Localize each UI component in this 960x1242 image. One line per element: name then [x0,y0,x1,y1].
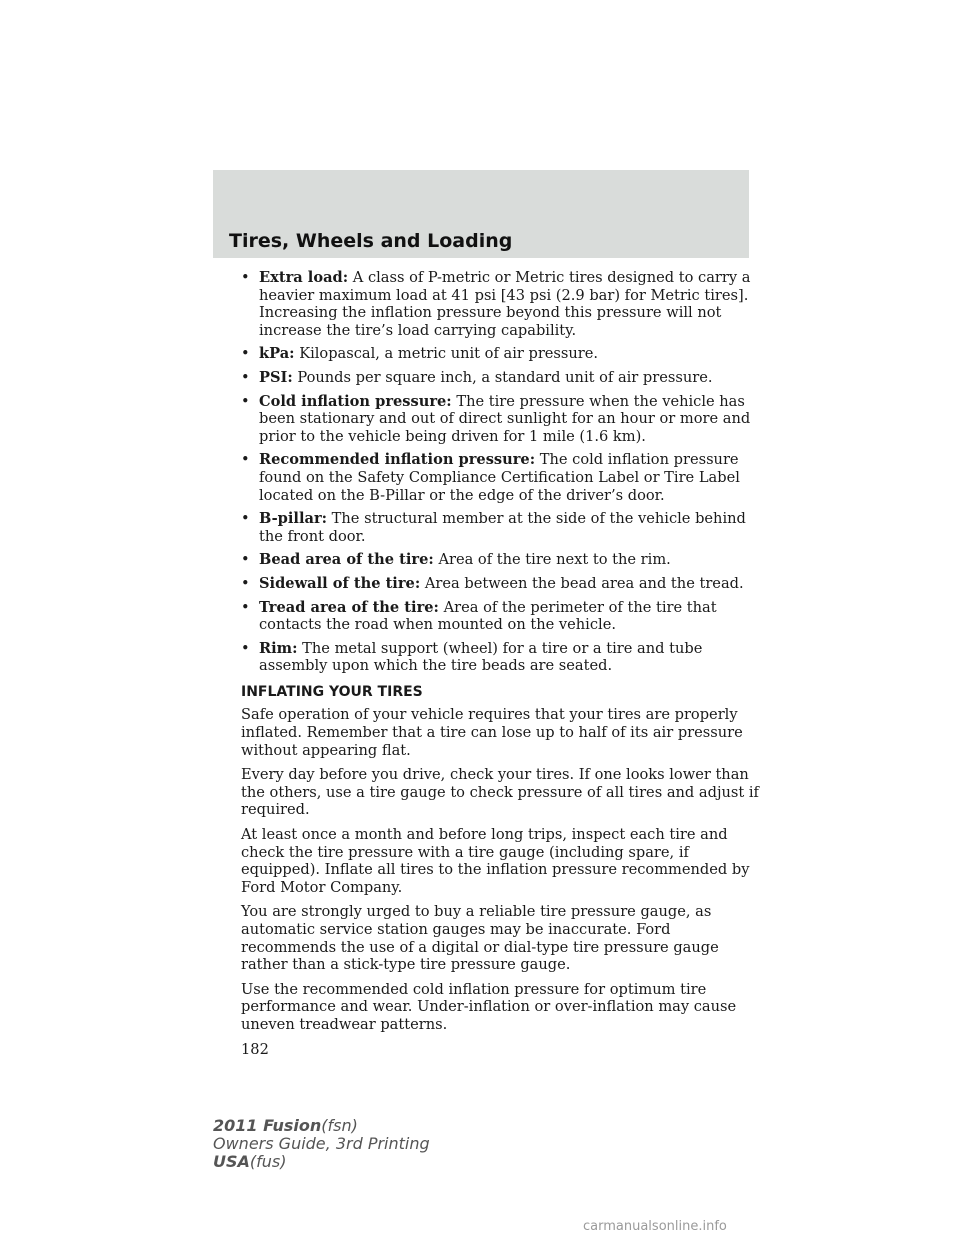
bullet: • [241,598,250,616]
footer-line-model [213,1117,430,1135]
definition-term: Tread area of the tire: [259,598,439,616]
bullet: • [241,639,250,657]
definition-term: Sidewall of the tire: [259,574,421,592]
definition-term: PSI: [259,368,293,386]
definition-text: The metal support (wheel) for a tire or a tire and tube assembly upon which the tire beads are seated. [259,639,703,675]
bullet: • [241,574,250,592]
definition-term: Rim: [259,639,298,657]
footer-market: USA [213,1152,250,1171]
footer-line-edition: Owners Guide, 3rd Printing [213,1134,430,1153]
definition-text: Area of the perimeter of the tire that contacts the road when mounted on the vehicle. [259,598,717,634]
definition-item [241,269,761,339]
definition-item [241,369,761,387]
footer-model: 2011 Fusion [213,1116,322,1135]
bullet: • [241,510,250,528]
page-content [241,269,761,1058]
definition-item [241,451,761,504]
watermark: carmanualsonline.info [583,1219,727,1234]
inflating-heading: INFLATING YOUR TIRES [241,683,423,700]
body-paragraph: Every day before you drive, check your tires. If one looks lower than the others, use a tire gauge to check pressure of all tires and adjust if required. [241,766,759,819]
definition-text: The tire pressure when the vehicle has been stationary and out of direct sunlight for an hour or more and prior to the vehicle being driven for 1 mile (1.6 km). [259,392,751,445]
definition-item [241,345,761,363]
definition-term: Recommended inflation pressure: [259,451,536,469]
definition-text: Pounds per square inch, a standard unit of air pressure. [297,368,713,386]
definition-item [241,599,761,634]
definition-text: Area between the bead area and the tread. [424,574,744,592]
document-footer [213,1117,430,1171]
body-paragraph: At least once a month and before long trips, inspect each tire and check the tire pressure with a tire gauge (including spare, if equipped). Inflate all tires to the inflation pressure recommended by Ford Motor Company. [241,826,750,896]
bullet: • [241,345,250,363]
definition-item [241,575,761,593]
bullet: • [241,551,250,569]
definition-text: The structural member at the side of the vehicle behind the front door. [259,510,746,545]
definition-item [241,510,761,545]
definition-term: Extra load: [259,269,349,286]
definition-item [241,551,761,569]
bullet: • [241,368,250,386]
bullet: • [241,392,250,410]
bullet: • [241,451,250,469]
definition-term: Bead area of the tire: [259,551,434,569]
page-number: 182 [241,1040,269,1058]
definition-text: A class of P-metric or Metric tires designed to carry a heavier maximum load at 41 psi [43 psi (2.9 bar) for Metric tires]. Increasing the inflation pressure beyond this pressure will not increase the tire’s load carrying capability. [259,269,751,339]
definition-term: Cold inflation pressure: [259,392,452,410]
definition-term: B-pillar: [259,510,328,528]
definition-text: Area of the tire next to the rim. [438,551,671,569]
body-paragraph: Safe operation of your vehicle requires that your tires are properly inflated. Remember that a tire can lose up to half of its air pressure without appearing flat. [241,706,743,759]
definition-item [241,393,761,446]
section-title: Tires, Wheels and Loading [229,230,513,252]
body-paragraph: Use the recommended cold inflation pressure for optimum tire performance and wear. Under-inflation or over-inflation may cause uneven treadwear patterns. [241,980,737,1033]
body-paragraph: You are strongly urged to buy a reliable tire pressure gauge, as automatic service station gauges may be inaccurate. Ford recommends the use of a digital or dial-type tire pressure gauge rather than a stick-type tire pressure gauge. [241,903,719,974]
definition-item [241,640,761,675]
footer-market-code: (fus) [249,1152,287,1171]
definition-text: The cold inflation pressure found on the Safety Compliance Certification Label or Tire Label located on the B-Pillar or the edge of the driver’s door. [259,451,740,504]
definition-text: Kilopascal, a metric unit of air pressure. [299,345,599,363]
footer-model-code: (fsn) [321,1116,358,1135]
bullet: • [241,269,250,286]
definition-term: kPa: [259,345,295,363]
footer-line-market [213,1153,430,1171]
